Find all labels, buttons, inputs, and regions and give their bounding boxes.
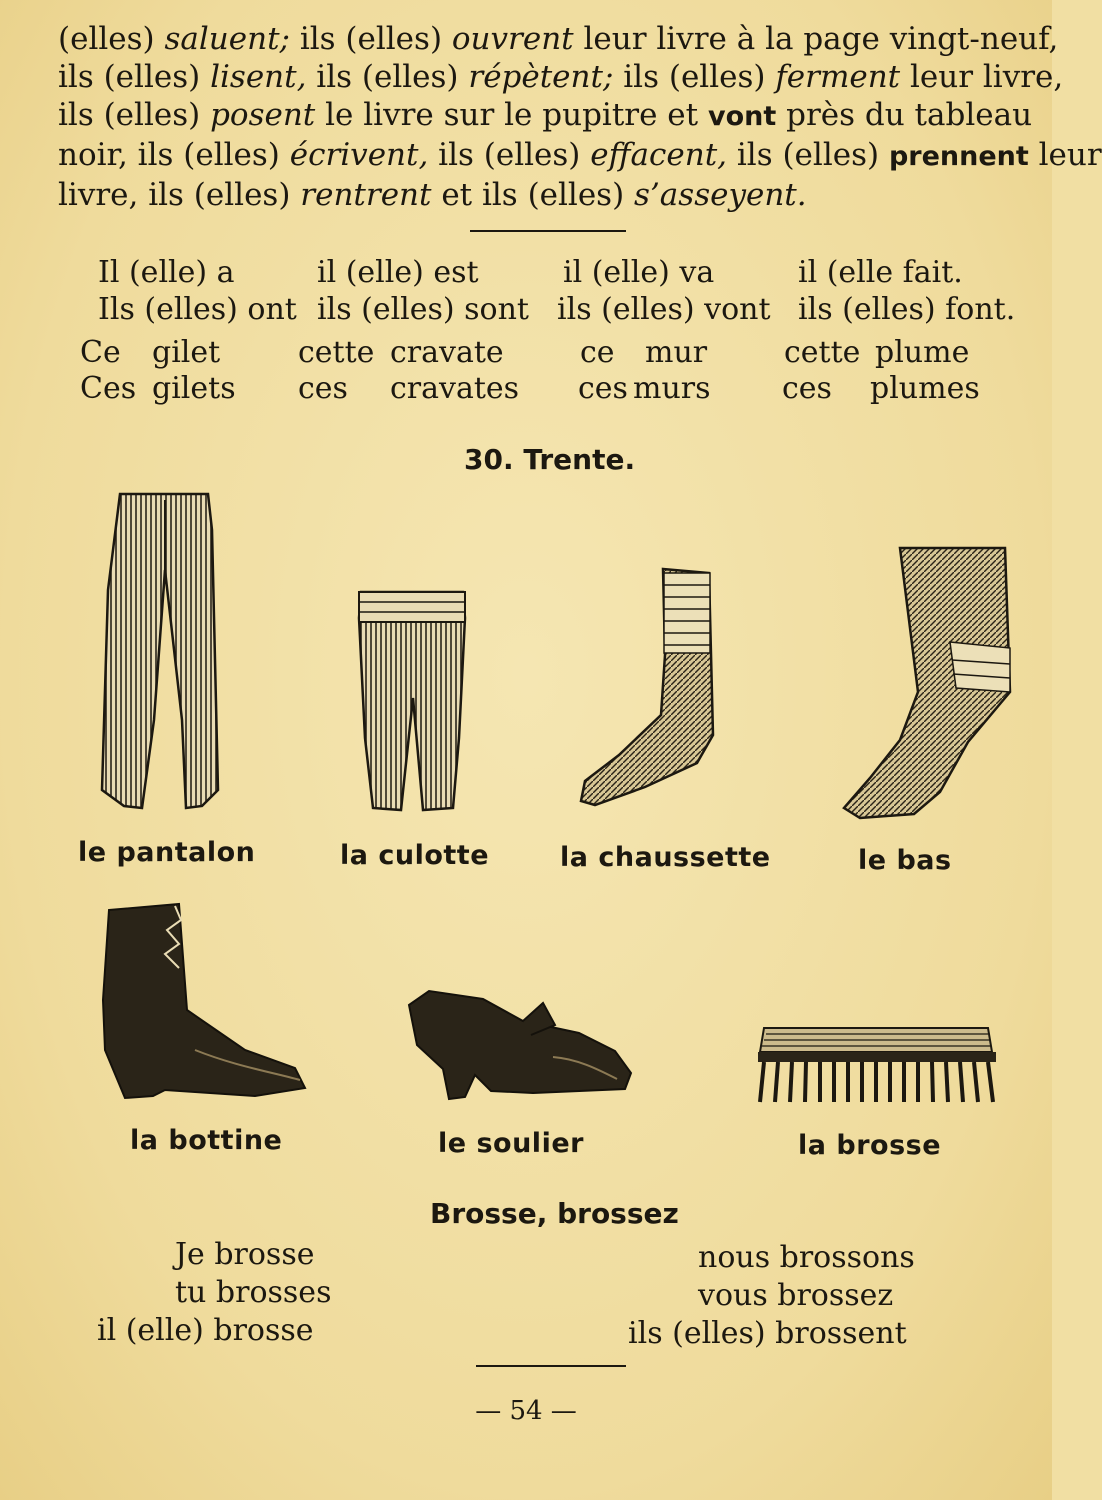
italic-verb: s’asseyent. bbox=[634, 177, 807, 213]
shoe-illustration bbox=[403, 985, 635, 1103]
verb-form: il (elle) brosse bbox=[97, 1313, 314, 1348]
conjugation-cell: ils (elles) font. bbox=[798, 292, 1016, 327]
text-run: et ils (elles) bbox=[431, 177, 635, 213]
text-run: ils (elles) bbox=[58, 59, 211, 95]
conjugation-cell: il (elle) est bbox=[317, 255, 479, 290]
demonstrative-word: ces bbox=[578, 371, 628, 406]
paragraph-line bbox=[58, 58, 1064, 96]
page-number: — 54 — bbox=[475, 1396, 577, 1426]
text-run: noir, ils (elles) bbox=[58, 137, 290, 173]
demonstrative-word: cravate bbox=[390, 335, 504, 370]
italic-verb: ouvrent bbox=[451, 21, 574, 57]
demonstrative-word: cette bbox=[784, 335, 861, 370]
italic-verb: effacent, bbox=[590, 137, 728, 173]
text-run: ils (elles) bbox=[613, 59, 776, 95]
verb-form: tu brosses bbox=[175, 1275, 332, 1310]
text-run: le livre sur le pupitre et bbox=[315, 97, 708, 133]
text-run: ils (elles) bbox=[428, 137, 591, 173]
stocking-illustration bbox=[840, 542, 1015, 822]
conjugation-cell: Ils (elles) ont bbox=[98, 292, 297, 327]
demonstrative-word: Ce bbox=[80, 335, 121, 370]
verb-form: ils (elles) brossent bbox=[628, 1316, 907, 1351]
item-caption: le pantalon bbox=[78, 837, 256, 868]
breeches-illustration bbox=[355, 588, 470, 813]
demonstrative-word: plume bbox=[875, 335, 970, 370]
text-run: ils (elles) bbox=[289, 21, 452, 57]
text-run: leur livre à la page vingt-neuf, bbox=[573, 21, 1059, 57]
item-caption: le bas bbox=[858, 845, 952, 876]
demonstrative-word: ces bbox=[782, 371, 832, 406]
text-run: ils (elles) bbox=[306, 59, 469, 95]
verb-form: Je brosse bbox=[175, 1237, 315, 1272]
divider-rule bbox=[476, 1365, 626, 1367]
sock-illustration bbox=[575, 565, 725, 810]
bold-verb: vont bbox=[707, 101, 777, 132]
paragraph-line bbox=[58, 176, 1038, 214]
item-caption: la brosse bbox=[798, 1130, 942, 1161]
text-run: livre, ils (elles) bbox=[58, 177, 301, 213]
text-run: près du tableau bbox=[776, 97, 1033, 133]
item-caption: la culotte bbox=[340, 840, 490, 871]
bold-verb: prennent bbox=[888, 141, 1029, 172]
conjugation-cell: ils (elles) sont bbox=[317, 292, 529, 327]
italic-verb: répètent; bbox=[468, 59, 614, 95]
verb-form: vous brossez bbox=[698, 1278, 894, 1313]
text-run: leur livre, bbox=[900, 59, 1064, 95]
text-run: (elles) bbox=[58, 21, 165, 57]
demonstrative-word: gilet bbox=[152, 335, 221, 370]
verb-form: nous brossons bbox=[698, 1240, 915, 1275]
text-run: ils (elles) bbox=[58, 97, 211, 133]
reading-paragraph bbox=[58, 20, 1102, 214]
italic-verb: ferment bbox=[775, 59, 901, 95]
demonstrative-word: ce bbox=[580, 335, 615, 370]
italic-verb: écrivent, bbox=[289, 137, 429, 173]
demonstrative-word: mur bbox=[645, 335, 708, 370]
divider-rule bbox=[470, 230, 626, 232]
paragraph-line bbox=[58, 136, 1102, 176]
ankle-boot-illustration bbox=[95, 900, 310, 1100]
text-run: ils (elles) bbox=[727, 137, 889, 173]
item-caption: la chaussette bbox=[560, 842, 771, 873]
demonstrative-word: Ces bbox=[80, 371, 137, 406]
verb-heading: Brosse, brossez bbox=[430, 1197, 679, 1230]
conjugation-cell: Il (elle) a bbox=[98, 255, 235, 290]
lesson-heading: 30. Trente. bbox=[464, 443, 636, 476]
demonstrative-word: plumes bbox=[870, 371, 980, 406]
conjugation-cell: il (elle fait. bbox=[798, 255, 963, 290]
demonstrative-word: cette bbox=[298, 335, 375, 370]
italic-verb: lisent, bbox=[210, 59, 307, 95]
italic-verb: rentrent bbox=[300, 177, 432, 213]
demonstrative-word: murs bbox=[633, 371, 711, 406]
item-caption: la bottine bbox=[130, 1125, 283, 1156]
item-caption: le soulier bbox=[438, 1128, 584, 1159]
demonstrative-word: ces bbox=[298, 371, 348, 406]
italic-verb: posent bbox=[210, 97, 316, 133]
conjugation-cell: il (elle) va bbox=[563, 255, 715, 290]
demonstrative-word: cravates bbox=[390, 371, 520, 406]
trousers-illustration bbox=[90, 490, 230, 815]
text-run: leur bbox=[1028, 137, 1102, 173]
paragraph-line bbox=[58, 20, 1059, 58]
paragraph-line bbox=[58, 96, 1038, 136]
demonstrative-word: gilets bbox=[152, 371, 236, 406]
conjugation-cell: ils (elles) vont bbox=[557, 292, 771, 327]
italic-verb: saluent; bbox=[164, 21, 290, 57]
brush-illustration bbox=[748, 1022, 1004, 1106]
